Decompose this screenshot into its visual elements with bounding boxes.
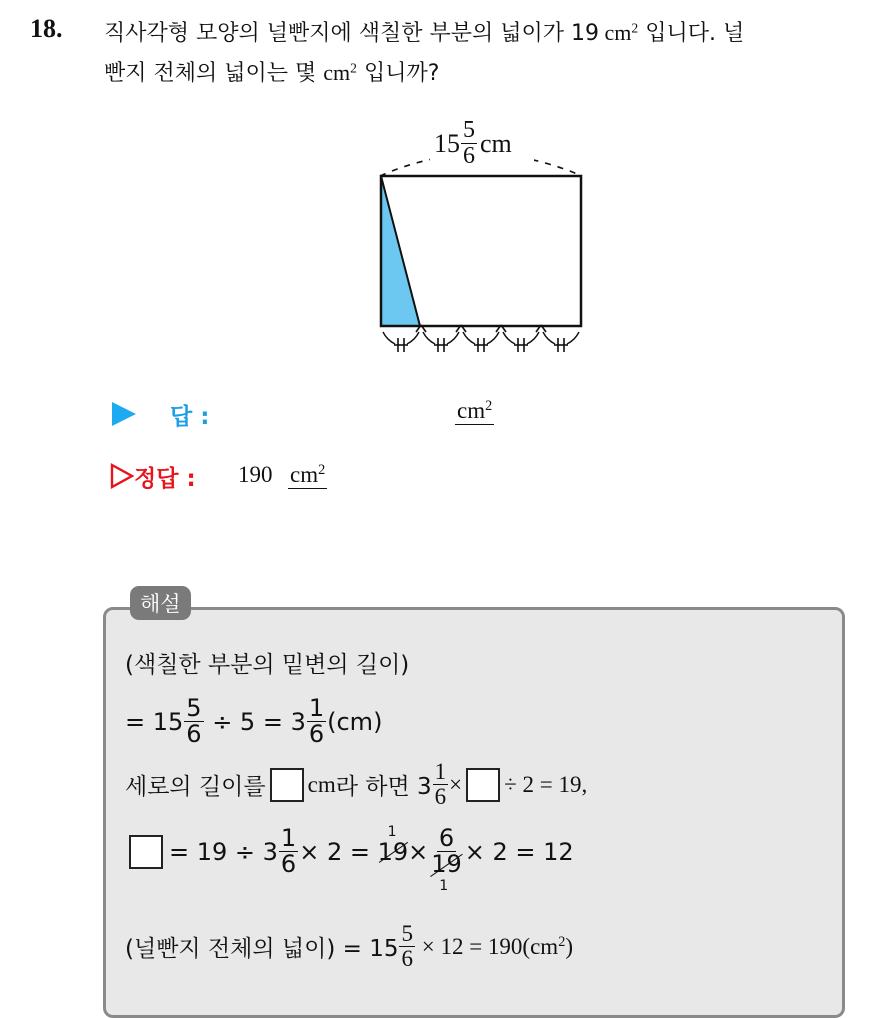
equal-part-marks xyxy=(383,325,579,352)
segment-brace xyxy=(463,332,499,344)
solution-l2-c: (cm) xyxy=(327,707,383,736)
frac-den-cancel-result: 1 xyxy=(439,877,449,894)
segment-brace xyxy=(543,332,579,344)
answer-label: 답 : xyxy=(170,404,210,430)
solution-l4-times: × xyxy=(408,837,429,866)
question-line-1: 직사각형 모양의 널빤지에 색칠한 부분의 넓이가 19 $cm^2$ 입니다. 널 xyxy=(104,20,745,46)
solution-l2-b: ÷ 5 = 3 xyxy=(204,707,306,736)
solution-l1-text: (색칠한 부분의 밑변의 길이) xyxy=(125,652,410,678)
solution-l2-frac-1 xyxy=(184,696,203,747)
solution-l2-frac-2 xyxy=(307,696,326,747)
solution-l5-a: (널빤지 전체의 넓이) = 15 xyxy=(125,936,399,963)
cancelled-19-text: 19 xyxy=(377,837,409,866)
solution-l3-c: 라 하면 3 xyxy=(335,774,432,801)
unknown-box xyxy=(466,768,500,802)
solution-l3-frac xyxy=(433,760,449,809)
solution-line-4 xyxy=(125,823,574,894)
solution-l5-c: ) xyxy=(565,933,573,959)
frac-num: 1 xyxy=(434,759,447,784)
segment-brace xyxy=(503,332,539,344)
frac-den: 6 xyxy=(186,720,202,749)
frac-num: 5 xyxy=(186,694,202,722)
question-text-1a: 직사각형 모양의 널빤지에 색칠한 부분의 넓이가 19 xyxy=(104,21,599,46)
cancelled-19-result: 1 xyxy=(387,823,397,840)
segment-brace xyxy=(383,332,419,344)
width-label-unit: cm xyxy=(480,128,512,158)
frac-num: 1 xyxy=(308,694,325,722)
width-label xyxy=(434,118,512,169)
solution-tag: 해설 xyxy=(130,586,191,620)
correct-arrow-icon xyxy=(110,463,134,489)
question-unit-1: cm xyxy=(604,20,632,45)
solution-l3-unit: cm xyxy=(307,771,336,797)
correct-unit: $cm^2$ xyxy=(290,462,326,487)
segment-brace xyxy=(423,332,459,344)
answer-unit: $cm^2$ xyxy=(457,398,493,423)
width-label-den: 6 xyxy=(463,143,475,170)
question-number: 18. xyxy=(30,14,63,43)
correct-label: 정답 : xyxy=(134,466,196,492)
frac-num: 5 xyxy=(401,921,413,946)
answer-arrow-icon xyxy=(112,402,136,426)
solution-l4-frac-2 xyxy=(429,824,464,894)
question-line-2: 빤지 전체의 넓이는 몇 $cm^2$ 입니까? xyxy=(104,60,440,86)
cancelled-19 xyxy=(377,823,409,866)
frac-den: 6 xyxy=(434,784,447,810)
solution-l5-unit: $cm^2$ xyxy=(530,933,566,959)
frac-den-cancelled: 19 xyxy=(431,850,462,879)
solution-line-5 xyxy=(125,922,573,971)
width-label-whole: 15 xyxy=(434,128,460,158)
frac-den: 6 xyxy=(308,720,325,749)
question-unit-2: cm xyxy=(323,60,351,85)
answer-unit-text: cm xyxy=(457,398,486,423)
solution-line-3 xyxy=(125,760,587,809)
frac-den: 6 xyxy=(401,946,413,972)
solution-l3-times: × xyxy=(449,771,463,797)
solution-l5-unit-text: cm xyxy=(530,933,559,959)
frac-num: 6 xyxy=(438,824,455,852)
solution-line-1 xyxy=(125,646,409,679)
correct-value: 190 xyxy=(238,462,273,487)
width-label-fraction xyxy=(461,118,477,169)
solution-l4-a: = 19 ÷ 3 xyxy=(169,837,278,866)
solution-l5-frac xyxy=(399,922,415,971)
solution-l5-b: × 12 = 190( xyxy=(415,933,531,959)
unknown-box xyxy=(270,768,304,802)
solution-l4-frac xyxy=(279,826,298,877)
solution-line-2 xyxy=(125,696,382,747)
solution-l2-a: = 15 xyxy=(125,707,184,736)
solution-l3-a: 세로의 길이를 xyxy=(125,774,266,801)
solution-l3-e: ÷ 2 = 19, xyxy=(504,771,588,797)
question-text-1b: 입니다. 널 xyxy=(638,21,745,46)
solution-l4-e: × 2 = 12 xyxy=(464,837,574,866)
frac-den: 6 xyxy=(280,850,297,879)
frac-num: 1 xyxy=(280,824,297,852)
question-text-2b: 입니까? xyxy=(356,61,440,86)
solution-l4-b: × 2 = xyxy=(299,837,378,866)
width-label-num: 5 xyxy=(463,117,475,143)
shaded-triangle xyxy=(381,176,420,326)
unknown-box xyxy=(129,835,163,869)
correct-unit-text: cm xyxy=(290,462,319,487)
question-text-2a: 빤지 전체의 넓이는 몇 xyxy=(104,61,324,86)
